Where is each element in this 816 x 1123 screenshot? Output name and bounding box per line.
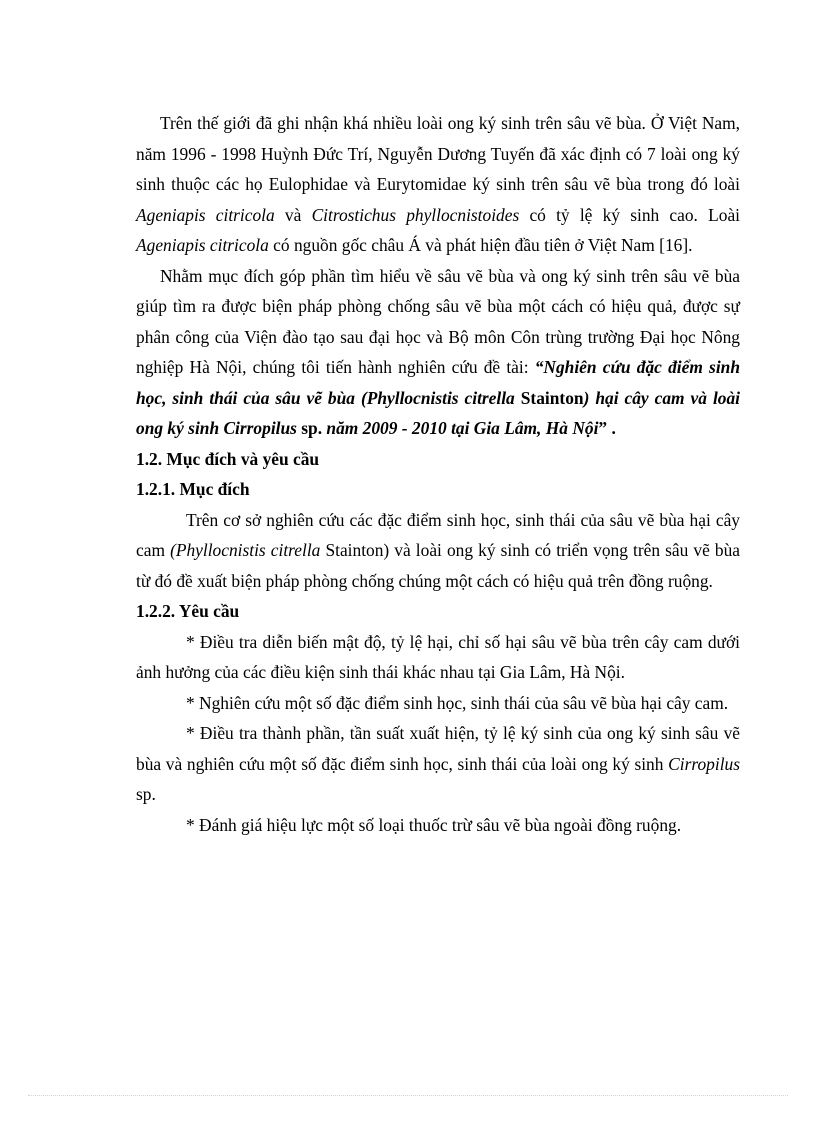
section-heading-1-2-1: 1.2.1. Mục đích — [136, 479, 250, 499]
species-name: Citrostichus phyllocnistoides — [311, 204, 520, 225]
topic-title-part: sp. — [296, 418, 323, 438]
topic-title-part: ” . — [598, 418, 616, 438]
requirement-item-3 — [136, 718, 740, 810]
species-name: Ageniapis citricola — [136, 235, 269, 255]
text-run: Nhằm mục đích góp phần tìm hiểu về sâu vẽ bùa và ong ký sinh trên sâu vẽ bùa giúp tìm ra được biện pháp phòng chống sâu vẽ bùa một cách có hiệu quả, được sự phân công của Viện đào tạo sau đại học và Bộ môn Côn trùng trường Đại học Nông nghiệp Hà Nội, chúng tôi tiến hành nghiên cứu đề tài: — [136, 265, 740, 377]
topic-title-part: Stainton — [514, 387, 584, 408]
species-name: Cirropilus — [668, 753, 740, 774]
text-run: Trên thế giới đã ghi nhận khá nhiều loài ong ký sinh trên sâu vẽ bùa. Ở Việt Nam, năm 1996 - 1998 Huỳnh Đức Trí, Nguyễn Dương Tuyến đã xác định có 7 loài ong ký sinh thuộc các họ Eulophidae và Eurytomidae ký sinh trên sâu vẽ bùa trong đó loài — [136, 113, 740, 194]
text-run: có tỷ lệ ký sinh cao. Loài — [519, 204, 740, 225]
section-heading-1-2: 1.2. Mục đích và yêu cầu — [136, 448, 320, 469]
paragraph-purpose — [136, 505, 740, 597]
topic-title-part: ) hại cây cam và loài ong ký sinh Cirropilus — [136, 387, 740, 438]
text-run: Trên cơ sở nghiên cứu các đặc điểm sinh học, sinh thái của sâu vẽ bùa hại cây cam — [136, 509, 740, 560]
species-name: Ageniapis citricola — [136, 204, 275, 225]
text-run: và — [274, 204, 312, 225]
topic-title-part: “Nghiên cứu đặc điểm sinh học, sinh thái của sâu vẽ bùa (Phyllocnistis citrella — [136, 357, 740, 408]
section-heading-1-2-2: 1.2.2. Yêu cầu — [136, 601, 240, 621]
requirement-item-1: * Điều tra diễn biến mật độ, tỷ lệ hại, chỉ số hại sâu vẽ bùa trên cây cam dưới ảnh hưởng của các điều kiện sinh thái khác nhau tại Gia Lâm, Hà Nội. — [136, 631, 740, 682]
paragraph-research-topic — [136, 261, 740, 444]
requirement-item-2: * Nghiên cứu một số đặc điểm sinh học, sinh thái của sâu vẽ bùa hại cây cam. — [186, 692, 729, 713]
text-run: có nguồn gốc châu Á và phát hiện đầu tiên ở Việt Nam [16]. — [268, 235, 693, 255]
requirement-item-4: * Đánh giá hiệu lực một số loại thuốc trừ sâu vẽ bùa ngoài đồng ruộng. — [186, 814, 682, 835]
text-run: Stainton) và loài ong ký sinh có triển vọng trên sâu vẽ bùa từ đó đề xuất biện pháp phòng chống chúng một cách có hiệu quả trên đồng ruộng. — [136, 540, 741, 591]
text-run: * Điều tra thành phần, tần suất xuất hiện, tỷ lệ ký sinh của ong ký sinh sâu vẽ bùa và nghiên cứu một số đặc điểm sinh học, sinh thái của loài ong ký sinh — [136, 723, 740, 774]
document-page — [136, 108, 740, 840]
paragraph-parasitoid-review — [136, 108, 740, 261]
page-bottom-divider — [28, 1095, 788, 1096]
text-run: sp. — [136, 784, 156, 804]
topic-title-part: năm 2009 - 2010 tại Gia Lâm, Hà Nội — [322, 418, 599, 438]
species-name: (Phyllocnistis citrella — [170, 540, 321, 560]
